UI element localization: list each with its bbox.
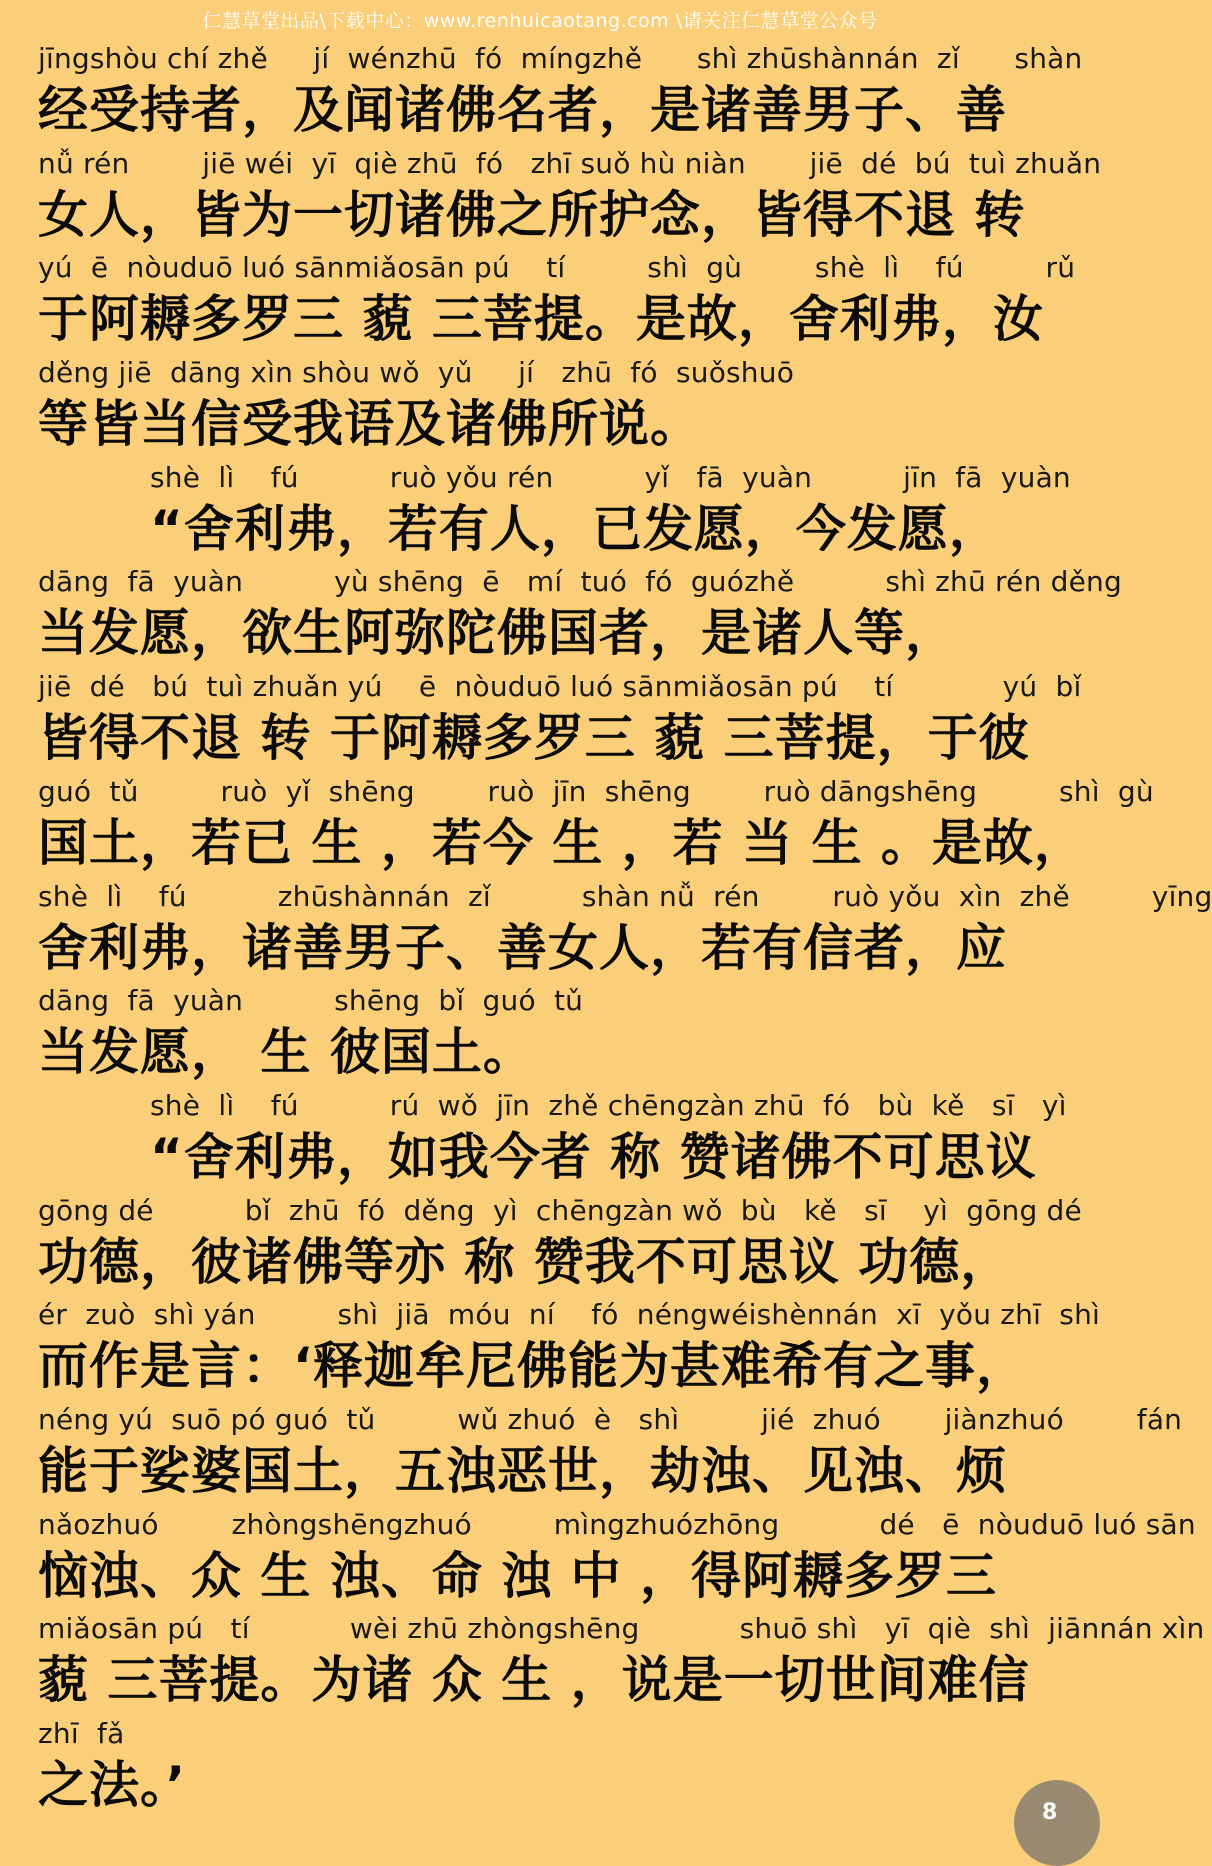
pinyin-row: shè lì fú zhūshànnán zǐ shàn nǚ rén ruò yǒu xìn zhě yīng <box>38 879 1212 913</box>
pinyin-row: jiē dé bú tuì zhuǎn yú ē nòuduō luó sānmiǎosān pú tí yú bǐ <box>38 670 1082 704</box>
hanzi-row: 国土，若已 生 ，若今 生 ，若 当 生 。是故， <box>38 813 1085 872</box>
hanzi-row: 功德，彼诸佛等亦 称 赞我不可思议 功德， <box>38 1232 1012 1291</box>
hanzi-row: 皆得不退 转 于阿耨多罗三 藐 三菩提，于彼 <box>38 709 1030 768</box>
hanzi-row: 于阿耨多罗三 藐 三菩提。是故，舍利弗，汝 <box>38 290 1044 349</box>
text-line-9 <box>38 876 1212 981</box>
pinyin-row: shè lì fú ruò yǒu rén yǐ fā yuàn jīn fā yuàn <box>150 460 1071 494</box>
hanzi-row: 等皆当信受我语及诸佛所说。 <box>38 395 701 454</box>
text-line-1 <box>38 38 1083 143</box>
text-line-7 <box>38 666 1082 771</box>
hanzi-row: “舍利弗，如我今者 称 赞诸佛不可思议 <box>150 1127 1037 1186</box>
text-line-17 <box>38 1713 1048 1818</box>
text-line-3 <box>38 247 1076 352</box>
pinyin-row: jīngshòu chí zhě jí wénzhū fó míngzhě shì zhūshànnán zǐ shàn <box>38 42 1083 75</box>
pinyin-row: miǎosān pú tí wèi zhū zhòngshēng shuō shì yī qiè shì jiānnán xìn <box>38 1612 1205 1646</box>
pinyin-row: yú ē nòuduō luó sānmiǎosān pú tí shì gù shè lì fú rǔ <box>38 251 1076 285</box>
pinyin-row: néng yú suō pó guó tǔ wǔ zhuó è shì jié zhuó jiànzhuó fán <box>38 1402 1183 1436</box>
scripture-text <box>38 38 1212 1818</box>
hanzi-row: 之法。’ <box>38 1756 186 1814</box>
text-line-4 <box>38 352 1048 457</box>
pinyin-row: nǚ rén jiē wéi yī qiè zhū fó zhī suǒ hù niàn jiē dé bú tuì zhuǎn <box>38 146 1102 180</box>
pinyin-row: zhī fǎ <box>38 1717 125 1750</box>
text-line-16 <box>38 1608 1205 1713</box>
watermark-header: 仁慧草堂出品\下载中心：www.renhuicaotang.com \请关注仁慧草堂公众号 <box>202 10 878 32</box>
text-line-11 <box>38 1085 1067 1190</box>
pinyin-row: nǎozhuó zhòngshēngzhuó mìngzhuózhōng dé ē nòuduō luó sān <box>38 1507 1196 1541</box>
page-number-badge <box>1014 1780 1100 1866</box>
pinyin-row: ér zuò shì yán shì jiā móu ní fó néngwéishènnán xī yǒu zhī shì <box>38 1298 1100 1332</box>
text-line-2 <box>38 143 1102 248</box>
text-line-15 <box>38 1504 1196 1609</box>
pinyin-row: guó tǔ ruò yǐ shēng ruò jīn shēng ruò dāngshēng shì gù <box>38 774 1154 808</box>
text-line-10 <box>38 980 1048 1085</box>
hanzi-row: 能于娑婆国土，五浊恶世，劫浊、见浊、烦 <box>38 1441 1007 1500</box>
page-number: 8 <box>1042 1800 1058 1825</box>
hanzi-row: “舍利弗，若有人，已发愿，今发愿， <box>150 499 1000 558</box>
hanzi-row: 女人，皆为一切诸佛之所护念，皆得不退 转 <box>38 185 1026 244</box>
hanzi-row: 舍利弗，诸善男子、善女人，若有信者，应 <box>38 918 1007 977</box>
hanzi-row: 而作是言：‘释迦牟尼佛能为甚难希有之事， <box>38 1337 1027 1396</box>
hanzi-row: 藐 三菩提。为诸 众 生 ，说是一切世间难信 <box>38 1651 1030 1710</box>
text-line-5 <box>38 457 1071 562</box>
text-line-13 <box>38 1294 1100 1399</box>
text-line-6 <box>38 561 1122 666</box>
text-line-14 <box>38 1399 1183 1504</box>
pinyin-row: shè lì fú rú wǒ jīn zhě chēngzàn zhū fó bù kě sī yì <box>150 1088 1067 1122</box>
hanzi-row: 当发愿， 生 彼国土。 <box>38 1023 534 1082</box>
pinyin-row: gōng dé bǐ zhū fó děng yì chēngzàn wǒ bù kě sī yì gōng dé <box>38 1193 1082 1227</box>
pinyin-row: děng jiē dāng xìn shòu wǒ yǔ jí zhū fó suǒshuō <box>38 356 795 390</box>
pinyin-row: dāng fā yuàn yù shēng ē mí tuó fó guózhě shì zhū rén děng <box>38 565 1122 599</box>
text-line-8 <box>38 771 1154 876</box>
hanzi-row: 当发愿，欲生阿弥陀佛国者，是诸人等， <box>38 604 956 663</box>
pinyin-row: dāng fā yuàn shēng bǐ guó tǔ <box>38 984 584 1018</box>
hanzi-row: 经受持者，及闻诸佛名者，是诸善男子、善 <box>38 81 1007 139</box>
text-line-12 <box>38 1190 1082 1295</box>
hanzi-row: 恼浊、众 生 浊、命 浊 中 ，得阿耨多罗三 <box>38 1546 998 1605</box>
